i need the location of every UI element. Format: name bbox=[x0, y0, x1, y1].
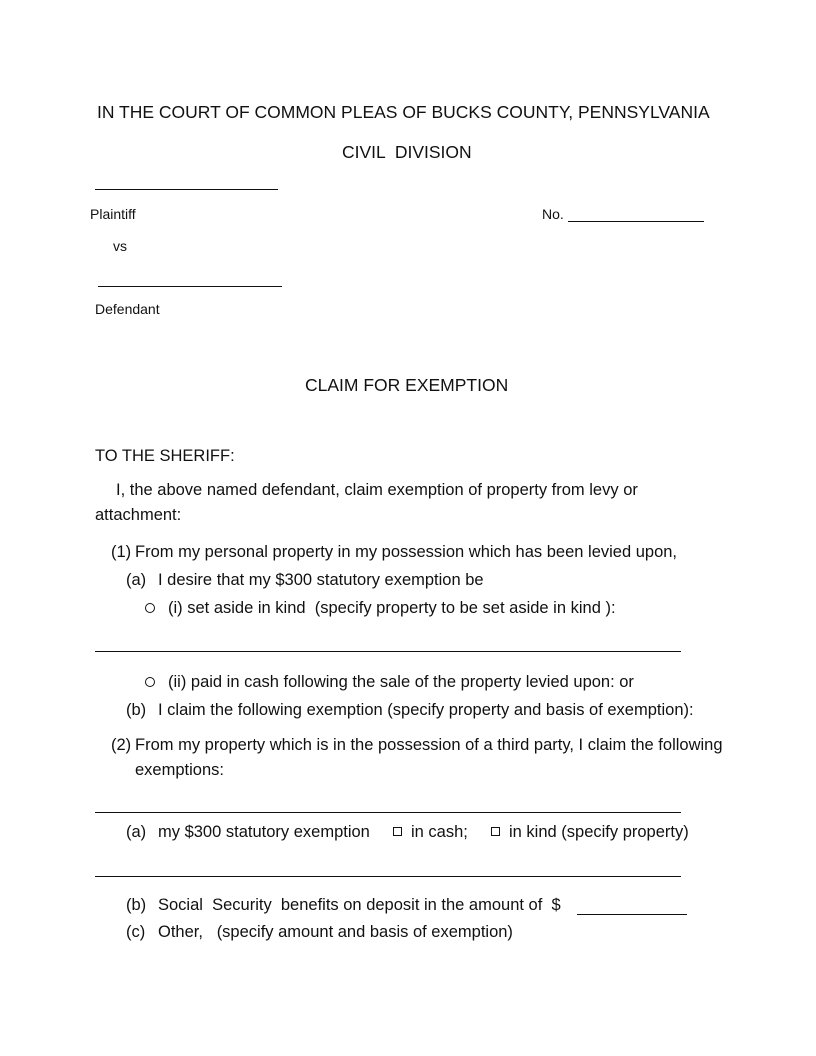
plaintiff-label: Plaintiff bbox=[90, 206, 136, 222]
option-ii-text: (ii) paid in cash following the sale of the property levied upon: or bbox=[168, 673, 634, 691]
section-2b-label: (b) bbox=[126, 896, 147, 914]
section-1-text: From my personal property in my possession which has been levied upon, bbox=[135, 543, 678, 561]
case-number-line[interactable] bbox=[568, 221, 704, 222]
third-party-exemptions-line[interactable] bbox=[95, 812, 681, 813]
section-2b-text: Social Security benefits on deposit in the amount of $ bbox=[158, 896, 561, 914]
option-ii-bullet-icon[interactable] bbox=[145, 673, 155, 692]
section-2a-text: my $300 statutory exemption bbox=[158, 823, 370, 841]
section-2c-text: Other, (specify amount and basis of exemption) bbox=[158, 923, 513, 941]
section-2a-label: (a) bbox=[126, 823, 147, 841]
form-title: CLAIM FOR EXEMPTION bbox=[305, 375, 509, 395]
set-aside-property-line[interactable] bbox=[95, 651, 681, 652]
case-number-label: No. bbox=[542, 206, 564, 222]
intro-line-1: I, the above named defendant, claim exemption of property from levy or bbox=[116, 481, 638, 499]
vs-label: vs bbox=[113, 238, 127, 254]
section-1b-text: I claim the following exemption (specify property and basis of exemption): bbox=[158, 701, 694, 719]
section-1a-text: I desire that my $300 statutory exemption be bbox=[158, 571, 484, 589]
in-cash-checkbox-icon[interactable] bbox=[393, 823, 402, 842]
plaintiff-name-line[interactable] bbox=[95, 189, 278, 190]
option-i-bullet-icon[interactable] bbox=[145, 599, 155, 618]
section-2-text-line-2: exemptions: bbox=[135, 761, 224, 779]
court-heading: IN THE COURT OF COMMON PLEAS OF BUCKS COUNTY, PENNSYLVANIA bbox=[97, 102, 710, 122]
section-1-number: (1) bbox=[111, 543, 132, 561]
salutation: TO THE SHERIFF: bbox=[95, 447, 235, 465]
option-i-text: (i) set aside in kind (specify property to be set aside in kind ): bbox=[168, 599, 616, 617]
social-security-amount-line[interactable] bbox=[577, 914, 687, 915]
division-heading: CIVIL DIVISION bbox=[342, 142, 472, 162]
defendant-label: Defendant bbox=[95, 301, 160, 317]
section-1b-label: (b) bbox=[126, 701, 147, 719]
section-1a-label: (a) bbox=[126, 571, 147, 589]
section-2-number: (2) bbox=[111, 736, 132, 754]
intro-line-2: attachment: bbox=[95, 506, 182, 524]
in-cash-label: in cash; bbox=[411, 823, 468, 841]
in-kind-property-line[interactable] bbox=[95, 876, 681, 877]
defendant-name-line[interactable] bbox=[98, 286, 282, 287]
section-2-text-line-1: From my property which is in the possession of a third party, I claim the following bbox=[135, 736, 723, 754]
in-kind-checkbox-icon[interactable] bbox=[491, 823, 500, 842]
in-kind-label: in kind (specify property) bbox=[509, 823, 689, 841]
section-2c-label: (c) bbox=[126, 923, 146, 941]
